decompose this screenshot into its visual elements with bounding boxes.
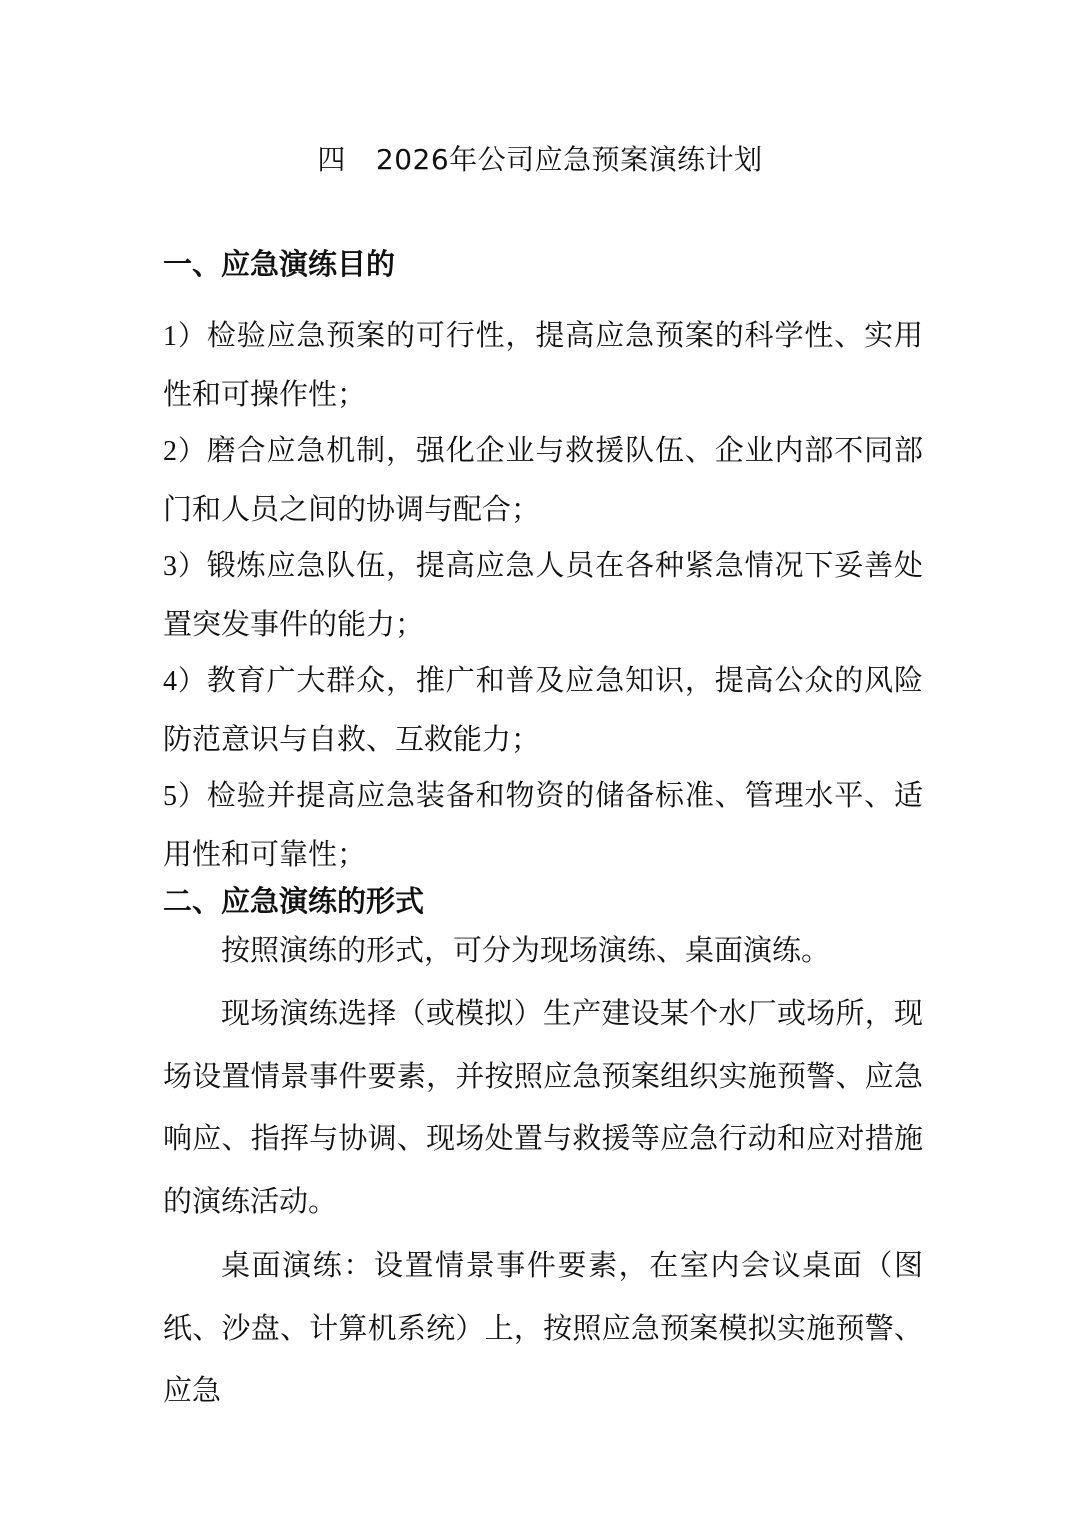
section-forms xyxy=(163,881,923,921)
list-item xyxy=(163,307,923,422)
item-text: 锻炼应急队伍，提高应急人员在各种紧急情况下妥善处置突发事件的能力； xyxy=(163,548,923,641)
section-heading: 二、应急演练的形式 xyxy=(163,884,425,918)
item-number: 5） xyxy=(163,781,207,812)
item-number: 3） xyxy=(163,551,207,582)
item-text: 磨合应急机制，强化企业与救援队伍、企业内部不同部门和人员之间的协调与配合； xyxy=(163,433,923,526)
title-prefix: 四 xyxy=(317,143,346,176)
paragraph: 按照演练的形式，可分为现场演练、桌面演练。 xyxy=(221,933,831,967)
list-item xyxy=(163,422,923,537)
item-number: 1） xyxy=(163,321,207,352)
item-number: 4） xyxy=(163,666,207,697)
section-heading: 一、应急演练目的 xyxy=(163,247,396,281)
paragraph: 桌面演练：设置情景事件要素，在室内会议桌面（图纸、沙盘、计算机系统）上，按照应急预案模拟实施预警、应急 xyxy=(163,1248,923,1407)
paragraph: 现场演练选择（或模拟）生产建设某个水厂或场所，现场设置情景事件要素，并按照应急预案组织实施预警、应急响应、指挥与协调、现场处置与救援等应急行动和应对措施的演练活动。 xyxy=(163,996,923,1218)
item-text: 教育广大群众，推广和普及应急知识，提高公众的风险防范意识与自救、互救能力； xyxy=(163,663,923,756)
document-title xyxy=(0,140,1080,180)
list-item xyxy=(163,537,923,652)
item-text: 检验应急预案的可行性，提高应急预案的科学性、实用性和可操作性； xyxy=(163,318,923,411)
item-number: 2） xyxy=(163,436,207,467)
forms-body-3 xyxy=(163,1234,923,1422)
forms-body xyxy=(163,919,923,982)
list-item xyxy=(163,652,923,767)
purpose-list xyxy=(163,307,923,882)
list-item xyxy=(163,767,923,882)
title-text: 2026年公司应急预案演练计划 xyxy=(375,143,763,176)
section-purpose xyxy=(163,244,923,284)
forms-body-2 xyxy=(163,982,923,1232)
item-text: 检验并提高应急装备和物资的储备标准、管理水平、适用性和可靠性； xyxy=(163,778,923,871)
